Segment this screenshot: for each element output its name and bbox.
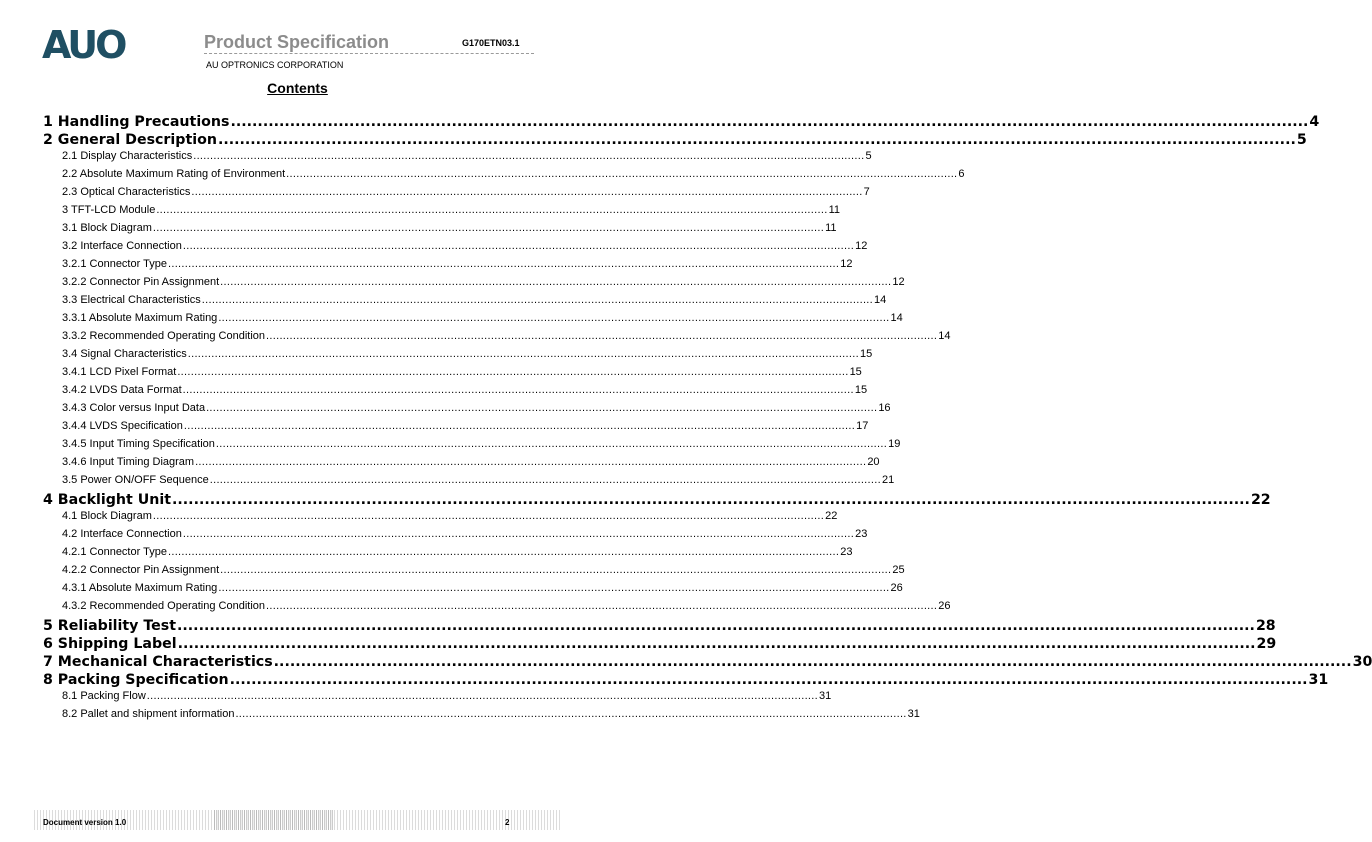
toc-entry-label: 2 General Description [43,132,217,148]
svg-text:AUO: AUO [42,23,125,67]
toc-entry-page: 5 [1296,132,1307,148]
toc-entry-page: 14 [938,330,951,342]
toc-entry-page: 5 [865,150,872,162]
toc-leader-dots: ........................................................................................................................................................................................................ [172,492,1250,508]
toc-entry[interactable] [43,132,1307,150]
toc-entry[interactable] [62,402,891,420]
toc-entry-label: 3.3.2 Recommended Operating Condition [62,330,266,342]
toc-entry[interactable] [43,114,1320,132]
toc-entry-page: 21 [881,474,895,486]
toc-entry[interactable] [62,150,872,168]
toc-entry-label: 2.1 Display Characteristics [62,150,193,162]
toc-entry-page: 11 [828,204,840,216]
toc-leader-dots: ........................................................................................................................................................................................................ [220,276,892,288]
toc-entry-page: 31 [1308,672,1329,688]
toc-entry-label: 3.2.1 Connector Type [62,258,167,270]
toc-entry[interactable] [62,240,868,258]
toc-leader-dots: ........................................................................................................................................................................................................ [209,474,881,486]
toc-entry[interactable] [62,510,838,528]
toc-entry-page: 28 [1255,618,1276,634]
toc-entry-page: 17 [856,420,869,432]
toc-entry-label: 4.1 Block Diagram [62,510,152,522]
toc-entry[interactable] [62,348,873,366]
toc-leader-dots: ........................................................................................................................................................................................................ [217,132,1296,148]
toc-leader-dots: ........................................................................................................................................................................................................ [152,510,825,522]
toc-leader-dots: ........................................................................................................................................................................................................ [206,402,878,414]
toc-leader-dots: ........................................................................................................................................................................................................ [266,600,938,612]
toc-entry[interactable] [62,312,903,330]
toc-entry-page: 19 [888,438,901,450]
toc-leader-dots: ........................................................................................................................................................................................................ [182,528,855,540]
toc-leader-dots: ........................................................................................................................................................................................................ [201,294,874,306]
toc-entry-page: 4 [1309,114,1320,130]
toc-entry-page: 12 [840,258,853,270]
toc-leader-dots: ........................................................................................................................................................................................................ [235,708,907,720]
header-title: Product Specification [204,32,390,52]
toc-entry[interactable] [62,168,965,186]
toc-leader-dots: ........................................................................................................................................................................................................ [195,456,867,468]
toc-leader-dots: ........................................................................................................................................................................................................ [266,330,938,342]
toc-entry-page: 29 [1256,636,1277,652]
toc-entry[interactable] [62,582,903,600]
toc-entry-label: 3.2 Interface Connection [62,240,182,252]
toc-entry-page: 6 [958,168,965,180]
toc-leader-dots: ........................................................................................................................................................................................................ [182,240,855,252]
contents-heading: Contents [267,80,328,96]
toc-leader-dots: ........................................................................................................................................................................................................ [146,690,818,702]
toc-entry[interactable] [62,258,853,276]
toc-leader-dots: ........................................................................................................................................................................................................ [218,582,890,594]
document-version: Document version 1.0 [43,818,127,827]
toc-entry-page: 16 [878,402,891,414]
toc-entry[interactable] [62,600,951,618]
document-number: G170ETN03.1 [462,38,520,48]
toc-entry-page: 12 [892,276,905,288]
toc-entry[interactable] [62,708,920,726]
toc-entry-page: 26 [938,600,951,612]
auo-logo [42,23,134,67]
toc-entry-label: 3.1 Block Diagram [62,222,152,234]
toc-entry[interactable] [43,618,1276,636]
toc-entry-page: 30 [1352,654,1372,670]
toc-entry-page: 26 [890,582,903,594]
toc-entry-page: 23 [840,546,853,558]
toc-leader-dots: ........................................................................................................................................................................................................ [177,366,849,378]
toc-entry-page: 23 [855,528,868,540]
company-name: AU OPTRONICS CORPORATION [206,60,344,70]
toc-entry-page: 31 [907,708,920,720]
toc-entry-label: 4.2.1 Connector Type [62,546,167,558]
toc-entry[interactable] [62,366,862,384]
toc-entry-label: 4.3.2 Recommended Operating Condition [62,600,266,612]
toc-entry-label: 5 Reliability Test [43,618,177,634]
toc-leader-dots: ........................................................................................................................................................................................................ [177,636,1256,652]
toc-entry-page: 25 [892,564,905,576]
toc-entry-label: 4.2.2 Connector Pin Assignment [62,564,220,576]
toc-leader-dots: ........................................................................................................................................................................................................ [220,564,892,576]
toc-leader-dots: ........................................................................................................................................................................................................ [229,672,1308,688]
toc-entry[interactable] [62,276,905,294]
toc-entry[interactable] [62,474,895,492]
toc-entry[interactable] [43,636,1277,654]
toc-entry-page: 20 [867,456,880,468]
toc-entry-label: 3.2.2 Connector Pin Assignment [62,276,220,288]
toc-entry-label: 4.2 Interface Connection [62,528,182,540]
toc-entry-label: 3.3 Electrical Characteristics [62,294,201,306]
toc-entry-label: 6 Shipping Label [43,636,177,652]
toc-entry[interactable] [62,438,901,456]
footer-band-accent [214,810,334,830]
toc-entry[interactable] [62,420,869,438]
toc-entry-label: 8.2 Pallet and shipment information [62,708,235,720]
toc-entry[interactable] [62,456,880,474]
toc-entry-label: 3.4.6 Input Timing Diagram [62,456,195,468]
toc-entry-label: 3.5 Power ON/OFF Sequence [62,474,209,486]
toc-entry[interactable] [43,654,1372,672]
toc-entry[interactable] [62,564,905,582]
toc-entry[interactable] [62,384,868,402]
toc-leader-dots: ........................................................................................................................................................................................................ [191,186,863,198]
toc-entry-label: 3.4.1 LCD Pixel Format [62,366,177,378]
toc-leader-dots: ........................................................................................................................................................................................................ [152,222,825,234]
toc-entry-label: 7 Mechanical Characteristics [43,654,273,670]
toc-entry[interactable] [62,294,887,312]
toc-entry[interactable] [43,672,1329,690]
toc-entry-label: 3.4 Signal Characteristics [62,348,187,360]
toc-entry[interactable] [62,546,853,564]
toc-entry[interactable] [62,690,832,708]
toc-entry-label: 2.2 Absolute Maximum Rating of Environment [62,168,286,180]
toc-entry-page: 7 [863,186,870,198]
page-number: 2 [505,818,510,827]
header-divider [204,53,534,54]
toc-leader-dots: ........................................................................................................................................................................................................ [183,420,856,432]
toc-leader-dots: ........................................................................................................................................................................................................ [218,312,890,324]
toc-entry-label: 3.4.3 Color versus Input Data [62,402,206,414]
toc-entry-label: 8 Packing Specification [43,672,229,688]
toc-entry-label: 3.3.1 Absolute Maximum Rating [62,312,218,324]
toc-leader-dots: ........................................................................................................................................................................................................ [273,654,1352,670]
toc-entry-label: 3.4.5 Input Timing Specification [62,438,215,450]
toc-entry-label: 4 Backlight Unit [43,492,172,508]
toc-leader-dots: ........................................................................................................................................................................................................ [156,204,828,216]
toc-entry-page: 15 [854,384,868,396]
toc-entry-page: 12 [855,240,868,252]
toc-entry-page: 14 [890,312,903,324]
toc-leader-dots: ........................................................................................................................................................................................................ [286,168,958,180]
toc-entry[interactable] [62,330,951,348]
toc-entry[interactable] [62,204,840,222]
toc-entry[interactable] [43,492,1271,510]
toc-leader-dots: ........................................................................................................................................................................................................ [182,384,854,396]
toc-entry-label: 1 Handling Precautions [43,114,230,130]
toc-entry-page: 15 [849,366,862,378]
toc-entry-page: 22 [825,510,838,522]
toc-entry-page: 14 [874,294,887,306]
toc-entry[interactable] [62,186,870,204]
toc-entry-label: 2.3 Optical Characteristics [62,186,191,198]
toc-entry-label: 3.4.2 LVDS Data Format [62,384,182,396]
toc-entry-page: 11 [825,222,837,234]
toc-leader-dots: ........................................................................................................................................................................................................ [215,438,888,450]
toc-leader-dots: ........................................................................................................................................................................................................ [187,348,859,360]
toc-leader-dots: ........................................................................................................................................................................................................ [177,618,1255,634]
toc-entry-page: 31 [819,690,832,702]
toc-entry[interactable] [62,528,868,546]
toc-leader-dots: ........................................................................................................................................................................................................ [167,546,840,558]
toc-entry[interactable] [62,222,837,240]
toc-leader-dots: ........................................................................................................................................................................................................ [230,114,1309,130]
toc-entry-label: 4.3.1 Absolute Maximum Rating [62,582,218,594]
toc-entry-page: 15 [859,348,873,360]
toc-entry-page: 22 [1250,492,1271,508]
toc-entry-label: 8.1 Packing Flow [62,690,146,702]
toc-leader-dots: ........................................................................................................................................................................................................ [167,258,840,270]
toc-entry-label: 3.4.4 LVDS Specification [62,420,183,432]
toc-entry-label: 3 TFT-LCD Module [62,204,156,216]
toc-leader-dots: ........................................................................................................................................................................................................ [193,150,865,162]
